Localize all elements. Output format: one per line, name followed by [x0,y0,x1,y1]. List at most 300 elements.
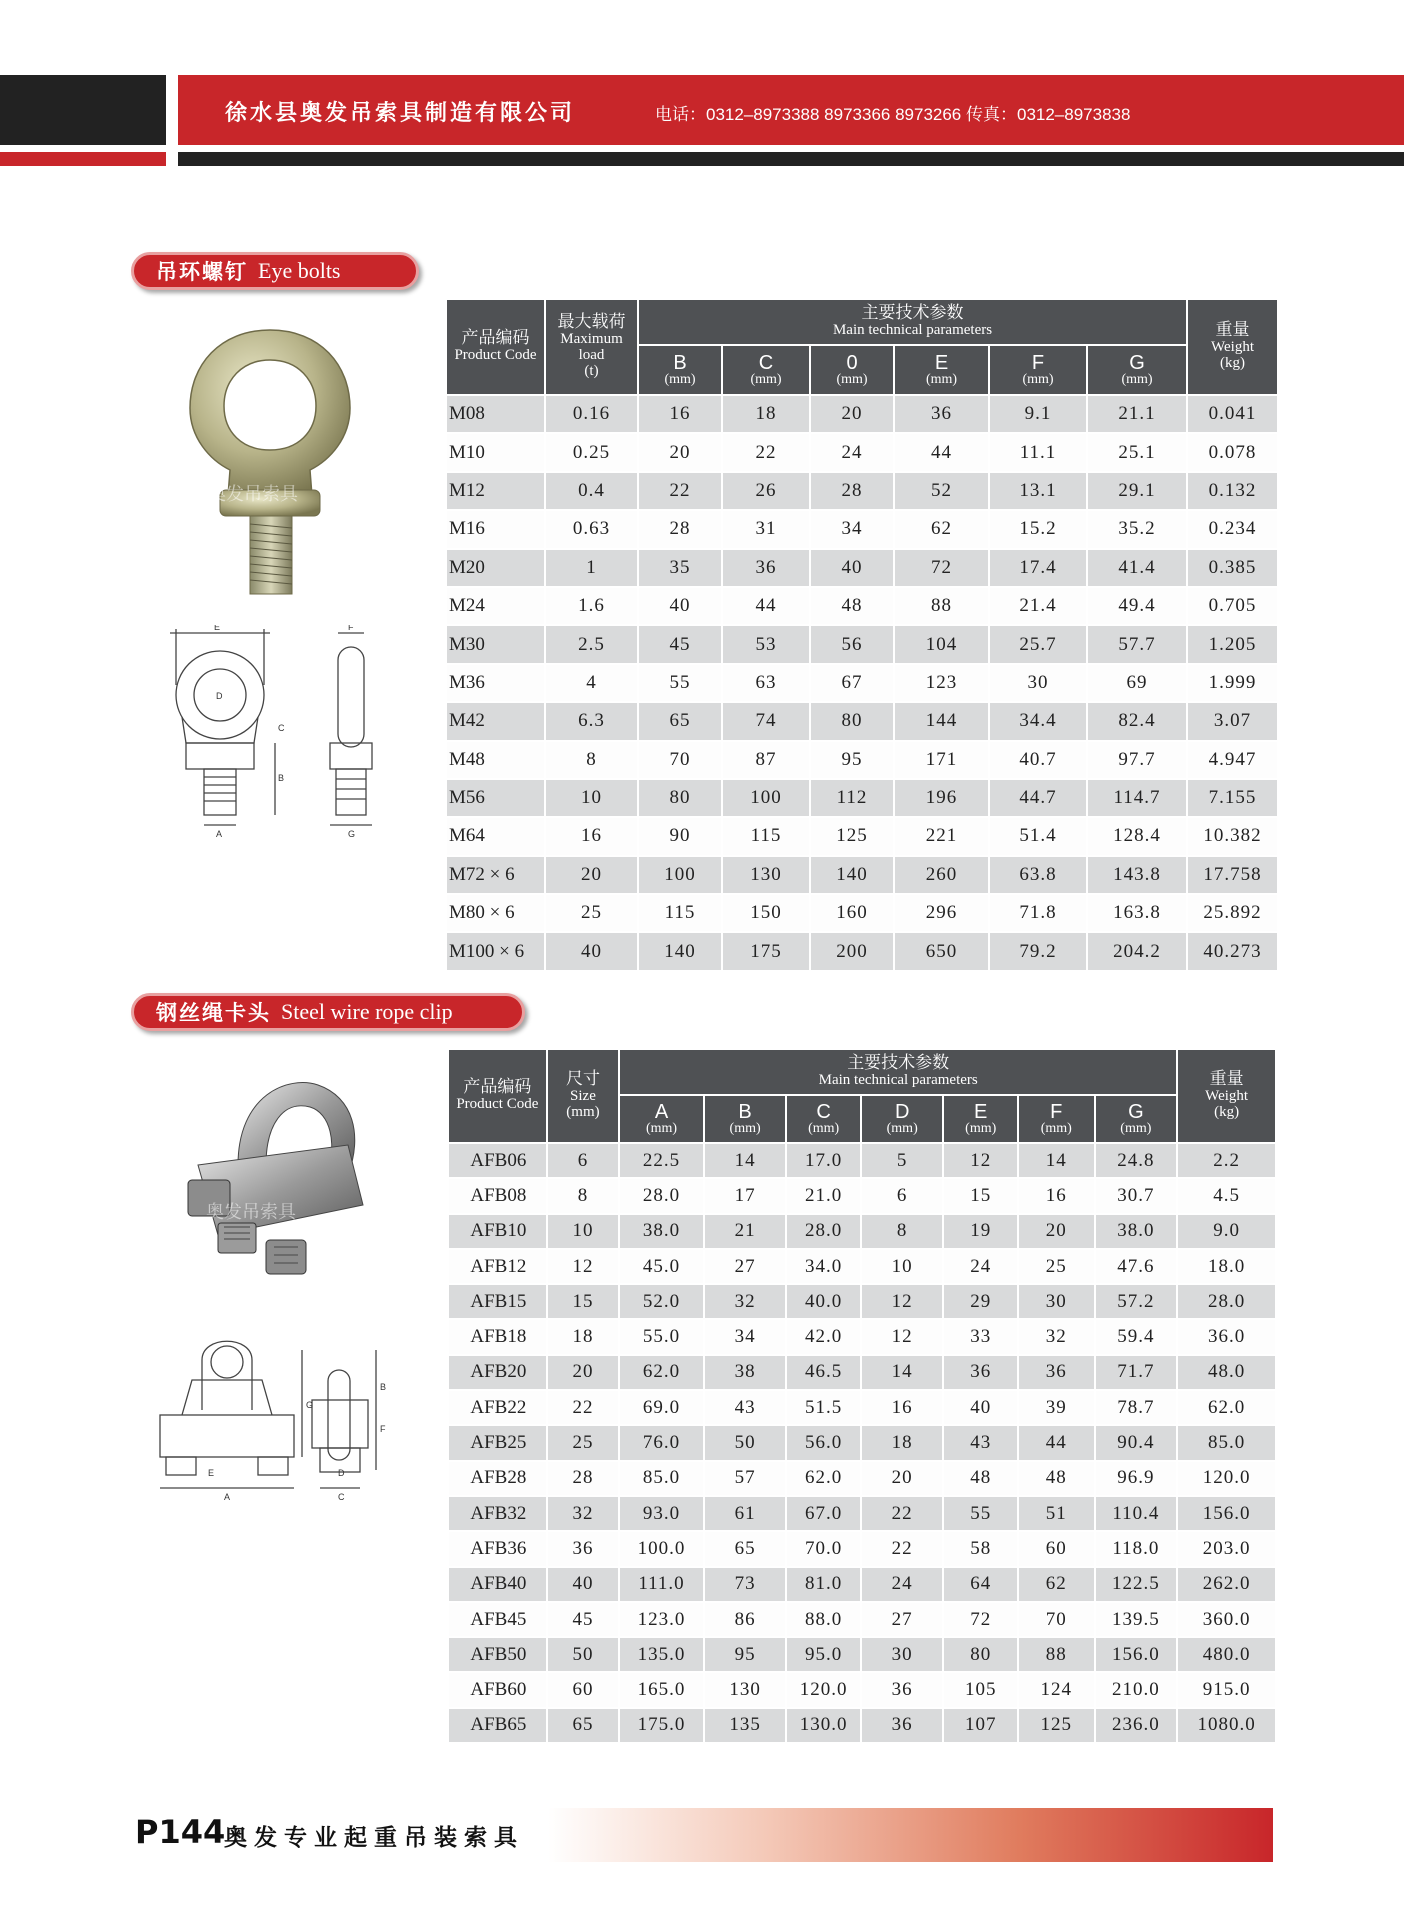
table-cell: 0.041 [1188,396,1277,432]
table-cell: 4 [546,665,637,701]
table-cell: 22 [548,1391,619,1424]
table-cell: 20 [1019,1215,1094,1248]
table-cell: 17.758 [1188,857,1277,893]
table-cell: 210.0 [1096,1673,1177,1706]
table-cell: 15 [944,1179,1017,1212]
table-cell: 38.0 [620,1215,703,1248]
product-code-cell: AFB12 [449,1250,546,1283]
table-cell: 0.63 [546,511,637,547]
wire-rope-clip-diagram [152,1320,422,1505]
param-header-3: D (mm) [862,1096,943,1142]
param-header-4: E (mm) [944,1096,1017,1142]
table-cell: 100 [723,780,809,816]
section-title-en: Steel wire rope clip [281,999,453,1024]
table-cell: 203.0 [1178,1532,1275,1565]
col-max-load: 最大载荷 Maximum load (t) [546,300,637,394]
table-cell: 150 [723,895,809,931]
table-cell: 16 [862,1391,943,1424]
table-row [447,588,1277,624]
table-cell: 156.0 [1096,1638,1177,1671]
table-cell: 114.7 [1088,780,1186,816]
table-cell: 6 [548,1144,619,1177]
table-row [449,1426,1275,1459]
table-cell: 13.1 [990,473,1086,509]
table-cell: 35.2 [1088,511,1186,547]
table-row [449,1532,1275,1565]
table-cell: 221 [895,818,988,854]
section-title-cn: 钢丝绳卡头 [156,1001,271,1025]
product-code-cell: M72 × 6 [447,857,544,893]
table-cell: 28.0 [620,1179,703,1212]
table-cell: 14 [705,1144,786,1177]
product-code-cell: AFB20 [449,1356,546,1389]
table-cell: 6.3 [546,703,637,739]
product-code-cell: M30 [447,626,544,662]
table-cell: 25 [548,1426,619,1459]
table-cell: 22 [723,434,809,470]
table-cell: 51.4 [990,818,1086,854]
table-cell: 21.4 [990,588,1086,624]
table-cell: 104 [895,626,988,662]
table-cell: 28.0 [1178,1285,1275,1318]
param-header-3: E (mm) [895,346,988,394]
product-code-cell: AFB32 [449,1497,546,1530]
table-row [447,742,1277,778]
table-cell: 135.0 [620,1638,703,1671]
table-cell: 10 [862,1250,943,1283]
table-cell: 34.4 [990,703,1086,739]
table-cell: 2.5 [546,626,637,662]
product-code-cell: M80 × 6 [447,895,544,931]
table-row [447,473,1277,509]
table-cell: 28 [548,1462,619,1495]
table-cell: 40 [811,550,893,586]
eye-bolts-table [445,298,1279,972]
table-cell: 130 [705,1673,786,1706]
table-cell: 95 [811,742,893,778]
table-cell: 123.0 [620,1603,703,1636]
table-cell: 24.8 [1096,1144,1177,1177]
table-row [449,1144,1275,1177]
table-cell: 118.0 [1096,1532,1177,1565]
table-cell: 18.0 [1178,1250,1275,1283]
product-code-cell: M08 [447,396,544,432]
table-cell: 112 [811,780,893,816]
table-cell: 69.0 [620,1391,703,1424]
table-cell: 125 [811,818,893,854]
table-cell: 16 [639,396,721,432]
col-product-code: 产品编码 Product Code [449,1050,546,1142]
table-cell: 70 [1019,1603,1094,1636]
clip-diagram-label-D: D [338,1468,345,1478]
table-cell: 34 [705,1320,786,1353]
table-cell: 9.0 [1178,1215,1275,1248]
table-cell: 26 [723,473,809,509]
table-cell: 62 [1019,1568,1094,1601]
param-header-5: G (mm) [1088,346,1186,394]
table-cell: 0.234 [1188,511,1277,547]
table-row [447,550,1277,586]
table-cell: 48 [1019,1462,1094,1495]
eye-bolt-diagram [160,625,400,840]
product-code-cell: AFB28 [449,1462,546,1495]
product-code-cell: AFB40 [449,1568,546,1601]
table-cell: 71.8 [990,895,1086,931]
table-cell: 10 [546,780,637,816]
table-cell: 21.1 [1088,396,1186,432]
table-cell: 88 [1019,1638,1094,1671]
param-header-0: B (mm) [639,346,721,394]
table-cell: 7.155 [1188,780,1277,816]
table-cell: 59.4 [1096,1320,1177,1353]
table-cell: 107 [944,1709,1017,1742]
table-cell: 14 [1019,1144,1094,1177]
table-row [447,396,1277,432]
table-cell: 135 [705,1709,786,1742]
table-cell: 20 [811,396,893,432]
table-cell: 915.0 [1178,1673,1275,1706]
product-code-cell: M24 [447,588,544,624]
table-cell: 35 [639,550,721,586]
table-cell: 82.4 [1088,703,1186,739]
table-cell: 0.705 [1188,588,1277,624]
param-header-0: A (mm) [620,1096,703,1142]
section-title-en: Eye bolts [258,258,341,283]
diagram-label-F: F [348,625,354,632]
table-cell: 15 [548,1285,619,1318]
table-cell: 40.7 [990,742,1086,778]
table-cell: 12 [862,1285,943,1318]
table-cell: 36 [895,396,988,432]
table-cell: 53 [723,626,809,662]
table-cell: 86 [705,1603,786,1636]
contact-info: 电话：0312–8973388 8973366 8973266 传真：0312–8973838 [655,105,1131,124]
table-cell: 262.0 [1178,1568,1275,1601]
table-cell: 0.4 [546,473,637,509]
table-cell: 1080.0 [1178,1709,1275,1742]
product-code-cell: AFB65 [449,1709,546,1742]
table-cell: 28.0 [787,1215,860,1248]
product-code-cell: M10 [447,434,544,470]
table-cell: 96.9 [1096,1462,1177,1495]
table-row [449,1497,1275,1530]
table-cell: 63.8 [990,857,1086,893]
table-cell: 25 [546,895,637,931]
table-cell: 144 [895,703,988,739]
table-cell: 74 [723,703,809,739]
table-cell: 43 [944,1426,1017,1459]
table-cell: 36.0 [1178,1320,1275,1353]
table-cell: 52 [895,473,988,509]
table-cell: 236.0 [1096,1709,1177,1742]
table-cell: 650 [895,933,988,969]
table-cell: 70 [639,742,721,778]
table-cell: 110.4 [1096,1497,1177,1530]
product-code-cell: AFB25 [449,1426,546,1459]
table-cell: 130 [723,857,809,893]
product-code-cell: M36 [447,665,544,701]
table-cell: 36 [548,1532,619,1565]
product-code-cell: M56 [447,780,544,816]
table-cell: 88.0 [787,1603,860,1636]
table-row [449,1356,1275,1389]
diagram-label-B: B [278,773,285,783]
wire-rope-clip-table [447,1048,1277,1744]
table-row [447,434,1277,470]
wire-rope-clip-photo [178,1065,378,1295]
table-cell: 80 [811,703,893,739]
table-cell: 44 [723,588,809,624]
table-cell: 85.0 [620,1462,703,1495]
table-cell: 48 [944,1462,1017,1495]
table-cell: 16 [1019,1179,1094,1212]
table-cell: 32 [1019,1320,1094,1353]
param-header-1: B (mm) [705,1096,786,1142]
table-cell: 79.2 [990,933,1086,969]
table-cell: 14 [862,1356,943,1389]
table-cell: 40 [546,933,637,969]
table-cell: 57.7 [1088,626,1186,662]
param-header-2: 0 (mm) [811,346,893,394]
table-cell: 17.0 [787,1144,860,1177]
table-cell: 12 [548,1250,619,1283]
table-cell: 123 [895,665,988,701]
table-cell: 115 [639,895,721,931]
table-cell: 38.0 [1096,1215,1177,1248]
diagram-label-D: D [216,691,223,701]
param-header-2: C (mm) [787,1096,860,1142]
col-main-params: 主要技术参数 Main technical parameters [639,300,1186,344]
product-code-cell: M48 [447,742,544,778]
table-cell: 88 [895,588,988,624]
table-cell: 44 [895,434,988,470]
table-cell: 44.7 [990,780,1086,816]
table-cell: 71.7 [1096,1356,1177,1389]
table-cell: 97.7 [1088,742,1186,778]
table-cell: 124 [1019,1673,1094,1706]
col-weight: 重量 Weight (kg) [1178,1050,1275,1142]
table-cell: 139.5 [1096,1603,1177,1636]
table-cell: 62.0 [620,1356,703,1389]
table-cell: 67 [811,665,893,701]
table-cell: 65 [548,1709,619,1742]
table-row [449,1603,1275,1636]
table-cell: 30 [990,665,1086,701]
table-cell: 57.2 [1096,1285,1177,1318]
table-cell: 50 [705,1426,786,1459]
table-row [447,818,1277,854]
table-cell: 0.25 [546,434,637,470]
table-cell: 163.8 [1088,895,1186,931]
table-cell: 40.0 [787,1285,860,1318]
diagram-label-G: G [348,829,356,839]
product-code-cell: M20 [447,550,544,586]
clip-diagram-label-G: G [306,1400,314,1410]
table-cell: 16 [546,818,637,854]
table-cell: 93.0 [620,1497,703,1530]
eye-bolt-photo [180,320,360,600]
table-cell: 65 [705,1532,786,1565]
table-cell: 32 [705,1285,786,1318]
table-cell: 55 [944,1497,1017,1530]
table-row [447,895,1277,931]
header-red-stripe [0,152,166,166]
table-cell: 34.0 [787,1250,860,1283]
table-cell: 69 [1088,665,1186,701]
table-cell: 196 [895,780,988,816]
table-cell: 22 [862,1532,943,1565]
table-cell: 0.385 [1188,550,1277,586]
table-row [447,626,1277,662]
table-row [447,511,1277,547]
table-cell: 32 [548,1497,619,1530]
product-code-cell: M12 [447,473,544,509]
table-cell: 12 [862,1320,943,1353]
table-cell: 6 [862,1179,943,1212]
table-cell: 1.6 [546,588,637,624]
table-row [447,665,1277,701]
table-cell: 111.0 [620,1568,703,1601]
table-cell: 95.0 [787,1638,860,1671]
table-cell: 21 [705,1215,786,1248]
table-cell: 76.0 [620,1426,703,1459]
table-cell: 175 [723,933,809,969]
table-cell: 4.5 [1178,1179,1275,1212]
table-row [449,1285,1275,1318]
table-row [449,1462,1275,1495]
table-cell: 36 [944,1356,1017,1389]
table-cell: 40 [639,588,721,624]
table-cell: 165.0 [620,1673,703,1706]
table-cell: 20 [862,1462,943,1495]
diagram-label-C: C [278,723,285,733]
table-cell: 36 [862,1673,943,1706]
table-cell: 72 [895,550,988,586]
table-row [449,1250,1275,1283]
table-cell: 30 [862,1638,943,1671]
table-row [449,1568,1275,1601]
diagram-label-E: E [214,625,221,632]
table-cell: 45 [548,1603,619,1636]
section-title-cn: 吊环螺钉 [156,260,248,284]
product-code-cell: AFB06 [449,1144,546,1177]
table-cell: 122.5 [1096,1568,1177,1601]
table-row [449,1391,1275,1424]
table-cell: 4.947 [1188,742,1277,778]
table-cell: 80 [639,780,721,816]
table-cell: 62 [895,511,988,547]
product-code-cell: AFB18 [449,1320,546,1353]
table-row [449,1215,1275,1248]
table-cell: 51 [1019,1497,1094,1530]
table-cell: 62.0 [787,1462,860,1495]
section-label-wire-rope-clip [131,993,525,1031]
table-cell: 62.0 [1178,1391,1275,1424]
table-row [447,933,1277,969]
table-cell: 90.4 [1096,1426,1177,1459]
table-cell: 25.1 [1088,434,1186,470]
table-cell: 28 [639,511,721,547]
col-weight: 重量 Weight (kg) [1188,300,1277,394]
footer-title: 奥发专业起重吊装索具 [224,1825,524,1851]
table-cell: 90 [639,818,721,854]
table-cell: 200 [811,933,893,969]
product-code-cell: AFB45 [449,1603,546,1636]
table-cell: 30 [1019,1285,1094,1318]
col-size: 尺寸 Size (mm) [548,1050,619,1142]
table-cell: 36 [862,1709,943,1742]
table-cell: 360.0 [1178,1603,1275,1636]
table-cell: 24 [811,434,893,470]
table-cell: 20 [548,1356,619,1389]
table-cell: 100 [639,857,721,893]
table-cell: 22 [862,1497,943,1530]
product-code-cell: AFB08 [449,1179,546,1212]
table-cell: 160 [811,895,893,931]
table-cell: 28 [811,473,893,509]
table-cell: 18 [862,1426,943,1459]
table-cell: 24 [862,1568,943,1601]
table-cell: 31 [723,511,809,547]
table-cell: 10 [548,1215,619,1248]
clip-diagram-label-C: C [338,1492,345,1502]
table-cell: 61 [705,1497,786,1530]
table-cell: 39 [1019,1391,1094,1424]
table-cell: 65 [639,703,721,739]
table-cell: 27 [705,1250,786,1283]
table-cell: 73 [705,1568,786,1601]
table-cell: 45 [639,626,721,662]
product-code-cell: M16 [447,511,544,547]
table-cell: 40 [548,1568,619,1601]
clip-diagram-label-B: B [380,1382,387,1392]
table-cell: 120.0 [1178,1462,1275,1495]
table-cell: 78.7 [1096,1391,1177,1424]
table-cell: 55.0 [620,1320,703,1353]
table-cell: 204.2 [1088,933,1186,969]
table-cell: 120.0 [787,1673,860,1706]
table-cell: 22 [639,473,721,509]
table-cell: 72 [944,1603,1017,1636]
table-cell: 140 [811,857,893,893]
col-product-code: 产品编码 Product Code [447,300,544,394]
table-cell: 156.0 [1178,1497,1275,1530]
table-cell: 18 [723,396,809,432]
table-cell: 56.0 [787,1426,860,1459]
table-cell: 60 [548,1673,619,1706]
table-cell: 27 [862,1603,943,1636]
table-cell: 296 [895,895,988,931]
product-code-cell: M64 [447,818,544,854]
table-cell: 34 [811,511,893,547]
param-header-1: C (mm) [723,346,809,394]
table-cell: 480.0 [1178,1638,1275,1671]
table-cell: 1 [546,550,637,586]
table-cell: 8 [548,1179,619,1212]
table-cell: 40 [944,1391,1017,1424]
table-cell: 33 [944,1320,1017,1353]
table-cell: 55 [639,665,721,701]
product-code-cell: M42 [447,703,544,739]
table-cell: 43 [705,1391,786,1424]
table-cell: 130.0 [787,1709,860,1742]
product-code-cell: AFB36 [449,1532,546,1565]
table-cell: 64 [944,1568,1017,1601]
table-row [449,1673,1275,1706]
table-cell: 10.382 [1188,818,1277,854]
table-cell: 105 [944,1673,1017,1706]
table-cell: 143.8 [1088,857,1186,893]
